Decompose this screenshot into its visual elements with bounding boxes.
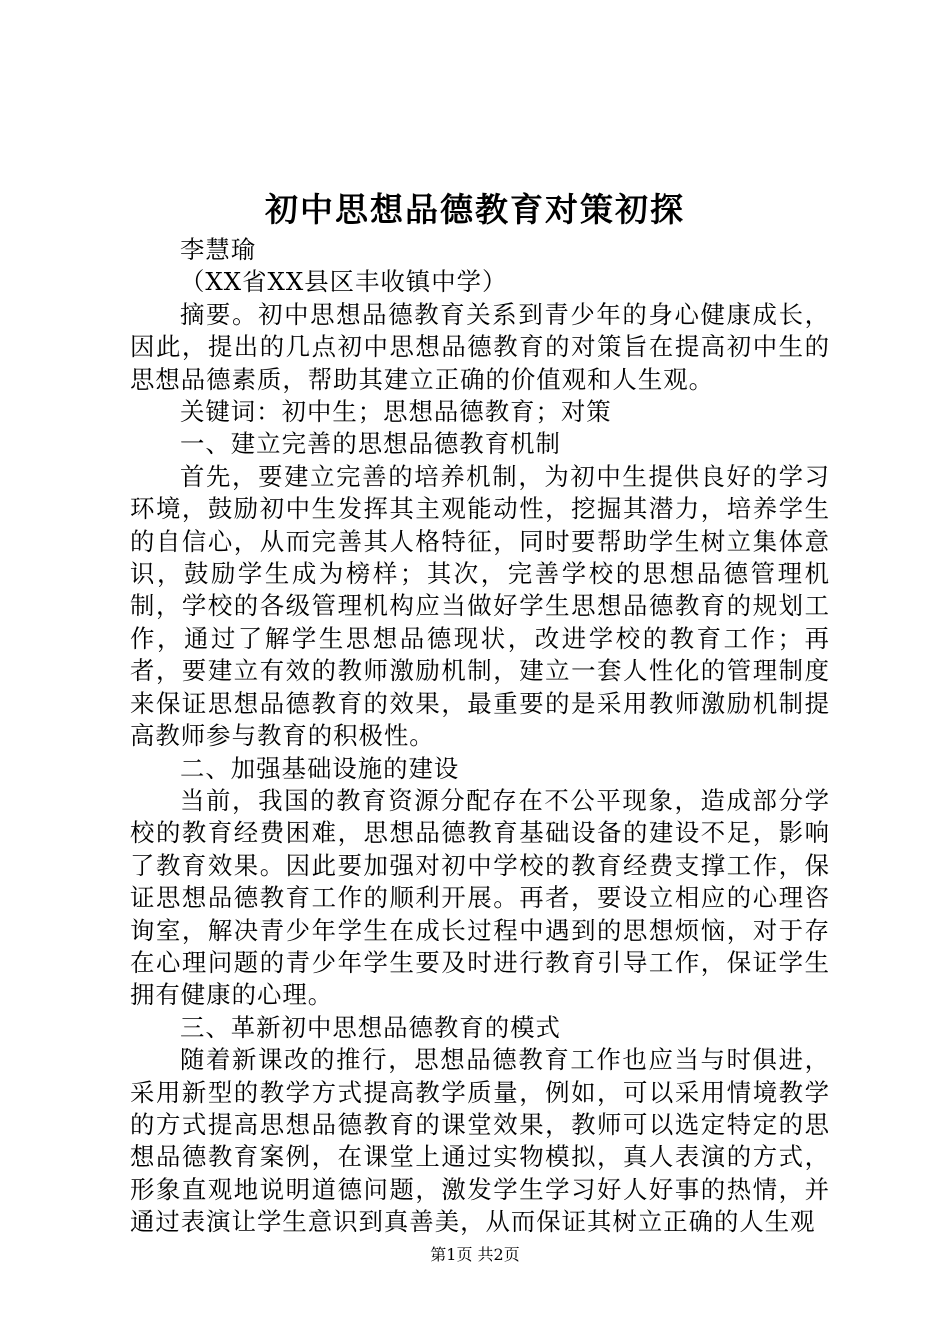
affiliation-line: （XX省XX县区丰收镇中学） bbox=[180, 267, 508, 297]
section-2-paragraph: 当前，我国的教育资源分配存在不公平现象，造成部分学校的教育经费困难，思想品德教育基础设备的建设不足，影响了教育效果。因此要加强对初中学校的教育经费支撑工作，保证思想品德教育工作的顺利开展。再者，要设立相应的心理咨询室，解决青少年学生在成长过程中遇到的思想烦恼，对于存在心理问题的青少年学生要及时进行教育引导工作，保证学生拥有健康的心理。 bbox=[130, 785, 830, 1010]
section-heading-1: 一、建立完善的思想品德教育机制 bbox=[180, 429, 561, 459]
abstract-paragraph: 摘要。初中思想品德教育关系到青少年的身心健康成长，因此，提出的几点初中思想品德教育的对策旨在提高初中生的思想品德素质，帮助其建立正确的价值观和人生观。 bbox=[130, 299, 830, 394]
section-1-paragraph: 首先，要建立完善的培养机制，为初中生提供良好的学习环境，鼓励初中生发挥其主观能动性，挖掘其潜力，培养学生的自信心，从而完善其人格特征，同时要帮助学生树立集体意识，鼓励学生成为榜样；其次，完善学校的思想品德管理机制，学校的各级管理机构应当做好学生思想品德教育的规划工作，通过了解学生思想品德现状，改进学校的教育工作；再者，要建立有效的教师激励机制，建立一套人性化的管理制度来保证思想品德教育的效果，最重要的是采用教师激励机制提高教师参与教育的积极性。 bbox=[130, 461, 830, 751]
page-number-footer: 第1页 共2页 bbox=[430, 1245, 520, 1264]
document-body bbox=[130, 234, 830, 1239]
section-3-paragraph: 随着新课改的推行，思想品德教育工作也应当与时俱进，采用新型的教学方式提高教学质量，例如，可以采用情境教学的方式提高思想品德教育的课堂效果，教师可以选定特定的思想品德教育案例，在课堂上通过实物模拟，真人表演的方式，形象直观地说明道德问题，激发学生学习好人好事的热情，并通过表演让学生意识到真善美，从而保证其树立正确的人生观 bbox=[130, 1045, 830, 1237]
document-title: 初中思想品德教育对策初探 bbox=[265, 190, 685, 229]
section-heading-2: 二、加强基础设施的建设 bbox=[180, 753, 460, 783]
author-line: 李慧瑜 bbox=[180, 235, 257, 264]
section-heading-3: 三、革新初中思想品德教育的模式 bbox=[180, 1012, 561, 1042]
keywords-line: 关键词：初中生；思想品德教育；对策 bbox=[180, 397, 612, 427]
